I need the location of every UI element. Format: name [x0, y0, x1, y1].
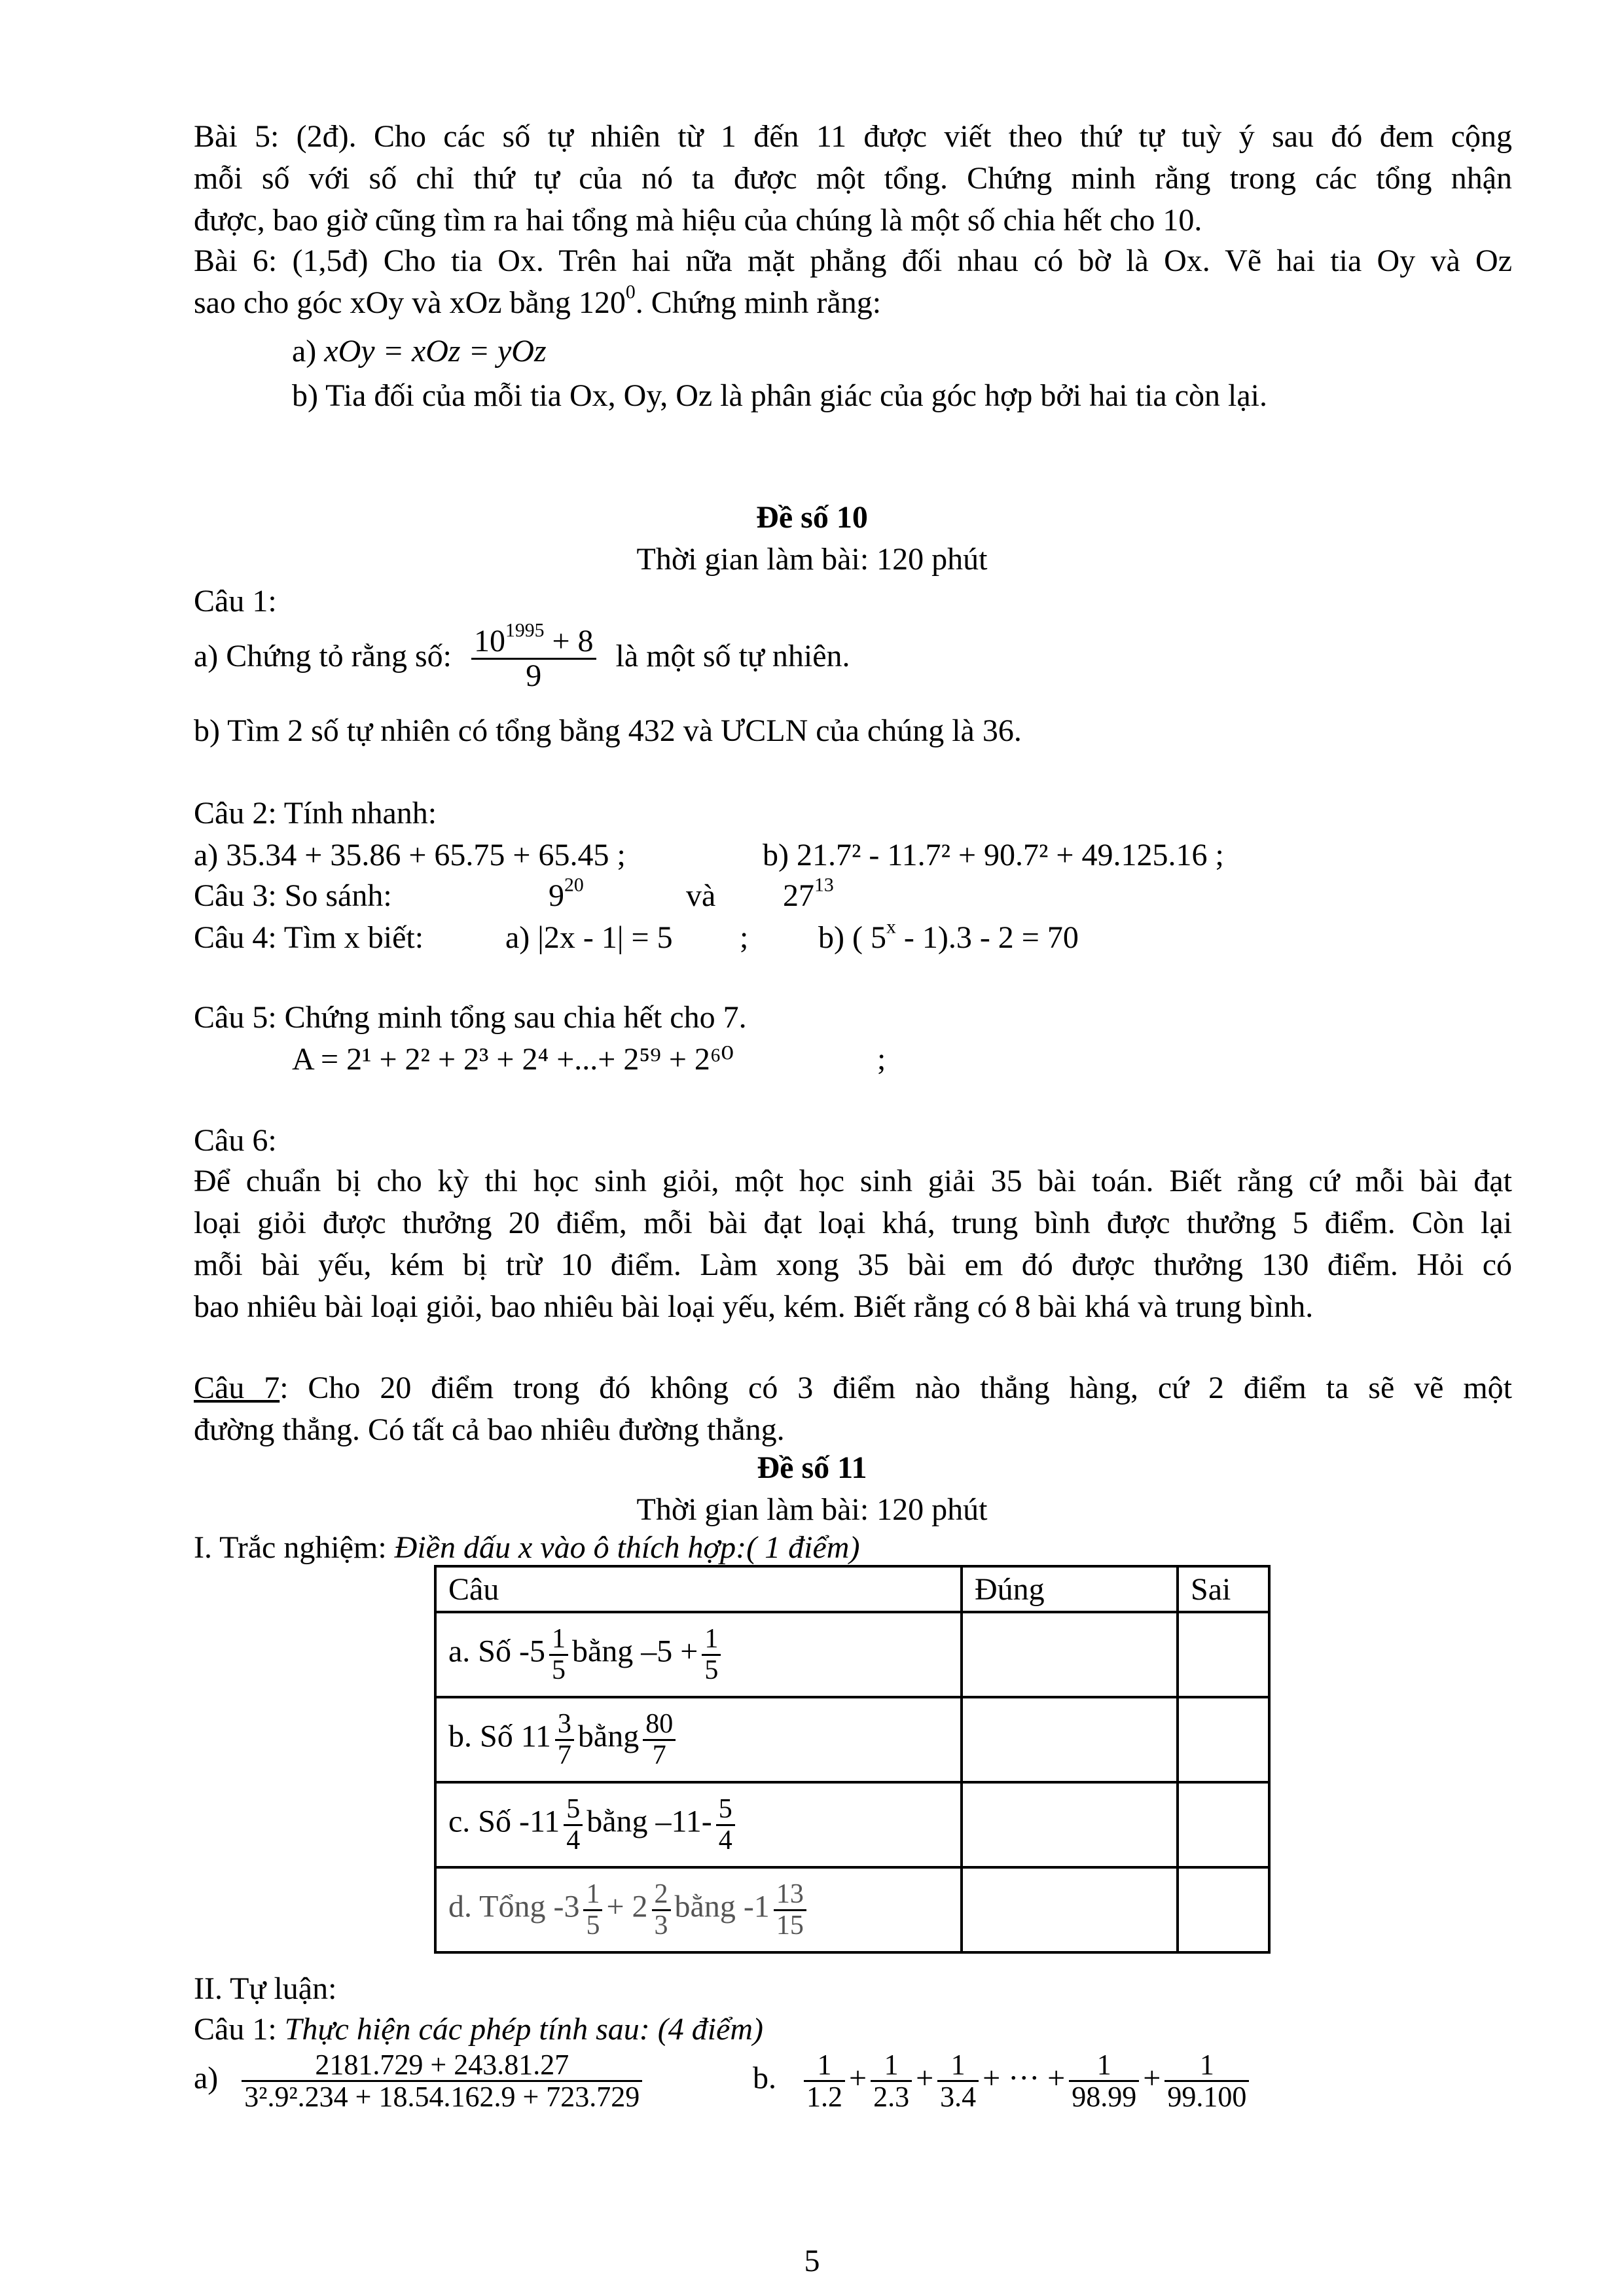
de10-cau6-line-1: Để chuẩn bị cho kỳ thi học sinh giỏi, một học sinh giải 35 bài toán. Biết rằng cứ mỗi bài đạt — [194, 1164, 1512, 1198]
table-header-row — [435, 1566, 1269, 1612]
de11-cau1: Câu 1: Thực hiện các phép tính sau: (4 điểm) — [194, 2012, 763, 2047]
de10-cau3-left: $9^{20}$ — [549, 874, 584, 913]
de10-cau3: Câu 3: So sánh: — [194, 878, 392, 913]
de11-exercise-a: a) $\frac{2181.729 + 243.81.27}{\text{3².9².234 + 18.54.162.9 + 723.729}}$ — [194, 2050, 646, 2112]
page-number: 5 — [804, 2244, 820, 2278]
de10-cau5: Câu 5: Chứng minh tổng sau chia hết cho 7. — [194, 1000, 747, 1035]
fraction: $\frac{10^{1995} + 8}{9}$ — [471, 625, 596, 693]
de10-cau1: Câu 1: — [194, 584, 277, 619]
row-a-question: a. Số -5 $\frac{1}{5}$ bằng –5 + $\frac{1}{5}$ — [435, 1612, 962, 1697]
de10-cau5-semicolon: ; — [877, 1042, 886, 1077]
header-dung: Đúng — [962, 1566, 1178, 1612]
de10-cau4: Câu 4: Tìm x biết: — [194, 920, 424, 955]
de10-cau1b: b) Tìm 2 số tự nhiên có tổng bằng 432 và ƯCLN của chúng là 36. — [194, 713, 1022, 748]
row-b-sai-cell[interactable] — [1178, 1697, 1269, 1782]
row-c-dung-cell[interactable] — [962, 1782, 1178, 1867]
bai5-line-1: Bài 5: (2đ). Cho các số tự nhiên từ 1 đến 11 được viết theo thứ tự tuỳ ý sau đó đem cộng — [194, 119, 1512, 154]
fraction: $\frac{1}{3.4}$ — [937, 2050, 979, 2112]
de10-cau3-and: và — [686, 878, 716, 913]
row-a-dung-cell[interactable] — [962, 1612, 1178, 1697]
de10-cau3-right: $27^{13}$ — [783, 874, 834, 913]
bai6-line-1: Bài 6: (1,5đ) Cho tia Ox. Trên hai nữa mặt phẳng đối nhau có bờ là Ox. Vẽ hai tia Oy và Oz — [194, 243, 1512, 278]
row-c-question: c. Số -11 $\frac{5}{4}$ bằng –11- $\frac{5}{4}$ — [435, 1782, 962, 1867]
de11-exercise-b: b. $\frac{1}{1.2}$ + $\frac{1}{2.3}$ + $\frac{1}{3.4}$ + ··· + $\frac{1}{98.99}$ + $\frac{1}{99.100}$ — [753, 2050, 1253, 2112]
de11-part2: II. Tự luận: — [194, 1971, 337, 2006]
de10-cau6-line-2: loại giỏi được thưởng 20 điểm, mỗi bài đạt loại khá, trung bình được thưởng 5 điểm. Còn lại — [194, 1206, 1512, 1240]
fraction: $\frac{1}{98.99}$ — [1069, 2050, 1139, 2112]
de10-title: Đề số 10 — [756, 500, 868, 535]
row-d-dung-cell[interactable] — [962, 1867, 1178, 1952]
de10-cau6-line-4: bao nhiêu bài loại giỏi, bao nhiêu bài loại yếu, kém. Biết rằng có 8 bài khá và trung bình. — [194, 1289, 1314, 1324]
de10-cau7-line-1: Câu 7: Cho 20 điểm trong đó không có 3 điểm nào thẳng hàng, cứ 2 điểm ta sẽ vẽ một — [194, 1371, 1512, 1405]
de10-cau1a: a) Chứng tỏ rằng số: $\frac{10^{1995} + 8}{9}$ là một số tự nhiên. — [194, 619, 850, 694]
fraction: $\frac{1}{2.3}$ — [871, 2050, 912, 2112]
de10-time: Thời gian làm bài: 120 phút — [636, 542, 988, 577]
fraction: $\frac{1}{1.2}$ — [804, 2050, 845, 2112]
de10-cau4-sep: ; — [740, 920, 749, 955]
row-d-question: d. Tổng -3 $\frac{1}{5}$ + 2 $\frac{2}{3}$ bằng -1 $\frac{13}{15}$ — [435, 1867, 962, 1952]
header-cau: Câu — [435, 1566, 962, 1612]
header-sai: Sai — [1178, 1566, 1269, 1612]
de10-cau2: Câu 2: Tính nhanh: — [194, 796, 437, 831]
de10-cau2b: b) 21.7² - 11.7² + 90.7² + 49.125.16 ; — [763, 838, 1224, 872]
de11-time: Thời gian làm bài: 120 phút — [636, 1492, 988, 1527]
bai6-part-a: a) xOy = xOz = yOz — [292, 334, 547, 368]
de11-title: Đề số 11 — [757, 1450, 867, 1485]
true-false-table — [434, 1565, 1271, 1954]
de10-cau7-line-2: đường thẳng. Có tất cả bao nhiêu đường thẳng. — [194, 1412, 785, 1447]
table-row — [435, 1612, 1269, 1697]
bai5-line-3: được, bao giờ cũng tìm ra hai tổng mà hiệu của chúng là một số chia hết cho 10. — [194, 203, 1202, 238]
bai6-line-2: sao cho góc xOy và xOz bằng $120^0$. Chứng minh rằng: — [194, 281, 882, 320]
de10-cau5-expr: A = 2¹ + 2² + 2³ + 2⁴ +...+ 2⁵⁹ + 2⁶⁰ — [292, 1042, 734, 1077]
row-c-sai-cell[interactable] — [1178, 1782, 1269, 1867]
row-b-dung-cell[interactable] — [962, 1697, 1178, 1782]
de11-part1: I. Trắc nghiệm: Điền dấu x vào ô thích hợp:( 1 điểm) — [194, 1530, 860, 1565]
row-a-sai-cell[interactable] — [1178, 1612, 1269, 1697]
table-row — [435, 1697, 1269, 1782]
fraction: $\frac{1}{99.100}$ — [1164, 2050, 1249, 2112]
row-d-sai-cell[interactable] — [1178, 1867, 1269, 1952]
de10-cau4a: a) |2x - 1| = 5 — [505, 920, 673, 955]
de10-cau6: Câu 6: — [194, 1123, 277, 1158]
de10-cau4b: b) ( 5$^x$ - 1).3 - 2 = 70 — [818, 916, 1079, 955]
de10-cau6-line-3: mỗi bài yếu, kém bị trừ 10 điểm. Làm xong 35 bài em đó được thưởng 130 điểm. Hỏi có — [194, 1247, 1512, 1282]
bai6-part-b: b) Tia đối của mỗi tia Ox, Oy, Oz là phân giác của góc hợp bởi hai tia còn lại. — [292, 378, 1267, 413]
fraction: $\frac{2181.729 + 243.81.27}{\text{3².9².234 + 18.54.162.9 + 723.729}}$ — [242, 2050, 642, 2112]
table-row — [435, 1867, 1269, 1952]
de10-cau2a: a) 35.34 + 35.86 + 65.75 + 65.45 ; — [194, 838, 626, 872]
table-row — [435, 1782, 1269, 1867]
bai5-line-2: mỗi số với số chỉ thứ tự của nó ta được một tổng. Chứng minh rằng trong các tổng nhận — [194, 161, 1512, 196]
row-b-question: b. Số 11 $\frac{3}{7}$ bằng $\frac{80}{7}$ — [435, 1697, 962, 1782]
